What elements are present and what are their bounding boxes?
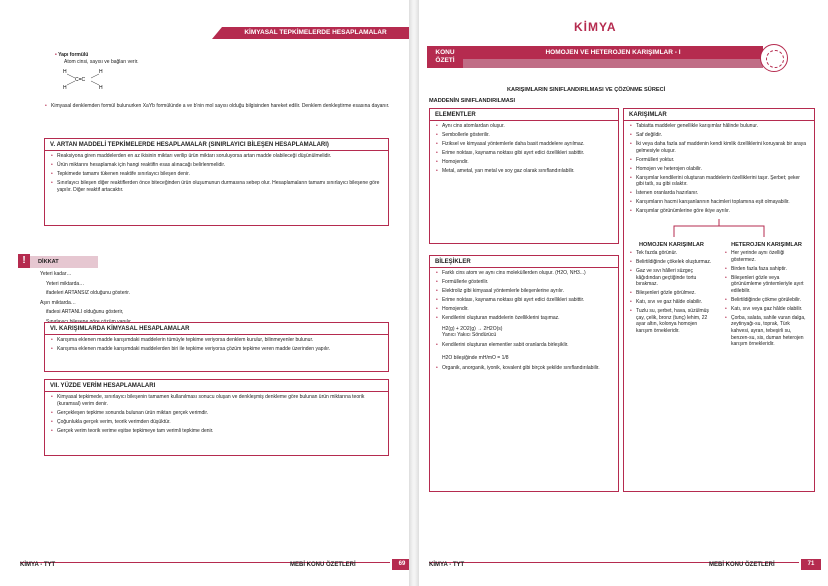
book-gutter [409, 0, 419, 586]
dikkat-line: Aşırı miktarda… [40, 299, 76, 306]
ethene-structure [63, 65, 113, 91]
list-item: • Sınırlayıcı bileşen diğer reaktiflerden önce biteceğinden ürün oluşumunun durmasına sebep olur. Hesaplamaların tamamı sınırlayıcı bileşene göre yapılır. Diğer reaktif artacaktır. [51, 180, 382, 193]
list-item: • Kimyasal tepkimede, sınırlayıcı bileşenin tamamen kullanılması sonucu oluşan ve denkleşmiş denkleme göre bulunan ürün miktarına teorik (kuramsal) verim denir. [51, 394, 382, 407]
reaction-equation: H2(g) + 2O2(g) → 2H2O(s) [442, 325, 503, 332]
list-item: • Homojendir. [436, 306, 612, 313]
formula-title: Yapı formülü [58, 52, 89, 58]
list-item: • Tabiatta maddeler genellikle karışımlar hâlinde bulunur. [630, 123, 808, 130]
h-atom-4: H [99, 85, 103, 92]
compounds-box [429, 255, 619, 492]
section-6-box [44, 322, 389, 372]
page-number: 69 [392, 559, 412, 570]
section-heading: MADDENİN SINIFLANDIRILMASI [429, 98, 516, 104]
heterogeneous-column [719, 242, 814, 352]
page-number: 71 [801, 559, 821, 570]
footer-subject: KİMYA - TYT [20, 562, 56, 568]
dikkat-label: ! DİKKAT [18, 256, 98, 268]
list-item: • Erime noktası, kaynama noktası gibi ayırt edici özellikleri sabittir. [436, 150, 612, 157]
footer-series: MEBİ KONU ÖZETLERİ [290, 562, 356, 568]
h-atom-1: H [63, 69, 67, 76]
list-item: • Bileşenleri gözle görülmez. [630, 290, 713, 297]
section-5-box [44, 138, 389, 226]
h-atom-2: H [99, 69, 103, 76]
list-item: • Karışımlar görünümlerine göre ikiye ayrılır. [630, 208, 808, 215]
list-item: • Katı, sıvı ve gaz hâlde olabilir. [630, 299, 713, 306]
list-item: • Birden fazla faza sahiptir. [725, 266, 808, 273]
mixtures-box [623, 108, 815, 492]
list-item: • Formüllerle gösterilir. [436, 279, 612, 286]
dikkat-line: Yeteri kadar… [40, 271, 72, 277]
list-item: • Her yerinde aynı özelliği göstermez. [725, 250, 808, 263]
reaction-labels: Yanıcı Yakıcı Söndürücü [442, 332, 497, 339]
branch-diagram [624, 219, 814, 237]
right-page [419, 0, 828, 586]
list-item: • Gerçekleşen tepkime sonunda bulunan ürün miktarı gerçek verimdir. [51, 410, 382, 417]
list-item: • Karışımlar kendilerini oluşturan maddelerin özelliklerini taşır. Şerbet; şeker gibi tatlı, su gibi ıslaktır. [630, 175, 808, 188]
footer-subject: KİMYA - TYT [429, 562, 465, 568]
list-item: • Çorba, salata, sahile vuran dalga, zeytinyağı-su, toprak, Türk kahvesi, ayran, tebeşirli su, benzen-su, sis, duman heterojen karışım örnekleridir. [725, 315, 808, 348]
exclamation-icon: ! [18, 254, 30, 268]
dikkat-line: ifadesi ARTANLI olduğunu gösterir, [46, 309, 124, 315]
list-item: • Erime noktası, kaynama noktası gibi ayırt edici özellikleri sabittir. [436, 297, 612, 304]
list-item: • Ürün miktarını hesaplamak için hangi reaktifin esas alınacağı belirlenmelidir. [51, 162, 382, 169]
list-item: • Reaksiyona giren maddelerden en az ikisinin miktarı verilip ürün miktarı soruluyorsa artan madde olabileceği düşünülmelidir. [51, 153, 382, 160]
section-7-box [44, 379, 389, 456]
list-item: • Karışıma eklenen madde karışımdaki maddelerin tümüyle tepkime veriyorsa denklem kurulur, bilinmeyenler bulunur. [51, 337, 382, 344]
elements-title: ELEMENTLER [430, 109, 618, 121]
section-7-title: VII. YÜZDE VERİM HESAPLAMALARI [45, 380, 388, 392]
page-title: KİMYA [574, 20, 617, 34]
list-item: • Saf değildir. [630, 132, 808, 139]
list-item: • Karışıma eklenen madde karışımdaki maddelerden biri ile tepkime veriyorsa çözüm tepkime veren madde üzerinden yapılır. [51, 346, 382, 353]
topic-bar: HOMOJEN VE HETEROJEN KARIŞIMLAR - I [463, 46, 763, 68]
formula-text: Atom cinsi, sayısı ve bağları verir. [64, 58, 139, 65]
elements-box [429, 108, 619, 244]
list-item: • Fiziksel ve kimyasal yöntemlerle daha basit maddelere ayrılmaz. [436, 141, 612, 148]
list-item: • Belirtildiğinde çökelek oluşturmaz. [630, 259, 713, 266]
homogeneous-title: HOMOJEN KARIŞIMLAR [639, 242, 704, 249]
list-item: • Tuzlu su, şerbet, hava, süzülmüş çay, çelik, bronz (tunç) lehim, 22 ayar altın, kolonya homojen karışım örnekleridir. [630, 308, 713, 334]
mixtures-title: KARIŞIMLAR [624, 109, 814, 121]
list-item: • Elektroliz gibi kimyasal yöntemlerle bileşenlerine ayrılır. [436, 288, 612, 295]
list-item: • Sembollerle gösterilir. [436, 132, 612, 139]
list-item: • Metal, ametal, yarı metal ve soy gaz olarak sınıflandırılabilir. [436, 168, 612, 175]
dikkat-line: Yeteri miktarda… [46, 280, 85, 287]
list-item: • Gerçek verim teorik verime eşitse tepkimeye tam verimli tepkime denir. [51, 428, 382, 435]
list-item: • Tepkimede tamamı tükenen reaktife sınırlayıcı bileşen denir. [51, 171, 382, 178]
section-6-title: VI. KARIŞIMLARDA KİMYASAL HESAPLAMALAR [45, 323, 388, 335]
structure-formula-block: • Yapı formülü Atom cinsi, sayısı ve bağları verir. H H H H C=C [55, 52, 395, 96]
c-double-bond: C=C [75, 77, 86, 84]
compounds-title: BİLEŞİKLER [430, 256, 618, 268]
subtitle: KARIŞIMLARIN SINIFLANDIRILMASI VE ÇÖZÜNME SÜRECİ [507, 87, 666, 93]
homogeneous-column [624, 242, 719, 352]
dikkat-line: ifadeleri ARTANSIZ olduğunu gösterir. [46, 290, 131, 296]
list-item: • Aynı cins atomlardan oluşur. [436, 123, 612, 130]
dikkat-content [40, 271, 246, 328]
footer-series: MEBİ KONU ÖZETLERİ [709, 562, 775, 568]
list-item: • Kendilerini oluşturan elementler sabit oranlarda birleşiklir. [436, 342, 612, 349]
list-item: • Katı, sıvı veya gaz hâlde olabilir. [725, 306, 808, 313]
list-item: • Bileşenleri gözle veya görünümleme yöntemleriyle ayırt edilebilir. [725, 275, 808, 295]
list-item: • Gaz ve sıvı hâlleri süzgeç kâğıdından geçtiğinde tortu bırakmaz. [630, 268, 713, 288]
list-item: • Kendilerini oluşturan maddelerin özelliklerini taşımaz. [436, 315, 612, 322]
section-5-title: V. ARTAN MADDELİ TEPKİMELERDE HESAPLAMALAR (SINIRLAYICI BİLEŞEN HESAPLAMALARI) [45, 139, 388, 151]
left-header-bar: KİMYASAL TEPKİMELERDE HESAPLAMALAR [222, 27, 409, 39]
list-item: • Homojen ve heterojen olabilir. [630, 166, 808, 173]
list-item: • Organik, anorganik, iyonik, kovalent gibi birçok şekilde sınıflandırılabilir. [436, 365, 612, 372]
list-item: • İstenen oranlarda hazırlanır. [630, 190, 808, 197]
h-atom-3: H [63, 85, 67, 92]
mass-ratio: H2O bileşiğinde mH/mO = 1/8 [442, 354, 509, 361]
list-item: • Formülleri yoktur. [630, 157, 808, 164]
heterogeneous-title: HETEROJEN KARIŞIMLAR [731, 242, 802, 249]
list-item: • Homojendir. [436, 159, 612, 166]
ministry-seal-icon [760, 44, 788, 72]
formula-note: • Kimyasal denklemden formül bulunurken XaYb formülünde a ve b'nin mol sayısı olduğu bilgisinden hareket edilir. Denklem denkleştirme esasına dayanır. [45, 103, 390, 109]
list-item: • Belirtildiğinde çökme görülebilir. [725, 297, 808, 304]
konu-ozeti-badge: KONU ÖZETİ [427, 46, 463, 68]
list-item: • İki veya daha fazla saf maddenin kendi kimlik özelliklerini koruyarak bir araya gelmesiyle oluşur. [630, 141, 808, 154]
list-item: • Tek fazda görünür. [630, 250, 713, 257]
list-item: • Çoğunlukla gerçek verim, teorik verimden düşüktür. [51, 419, 382, 426]
list-item: • Farklı cins atom ve aynı cins moleküllerden oluşur. (H2O, NH3...) [436, 270, 612, 277]
left-page [0, 0, 409, 586]
list-item: • Karışımların hacmi karışanlarının hacimleri toplamına eşit olmayabilir. [630, 199, 808, 206]
